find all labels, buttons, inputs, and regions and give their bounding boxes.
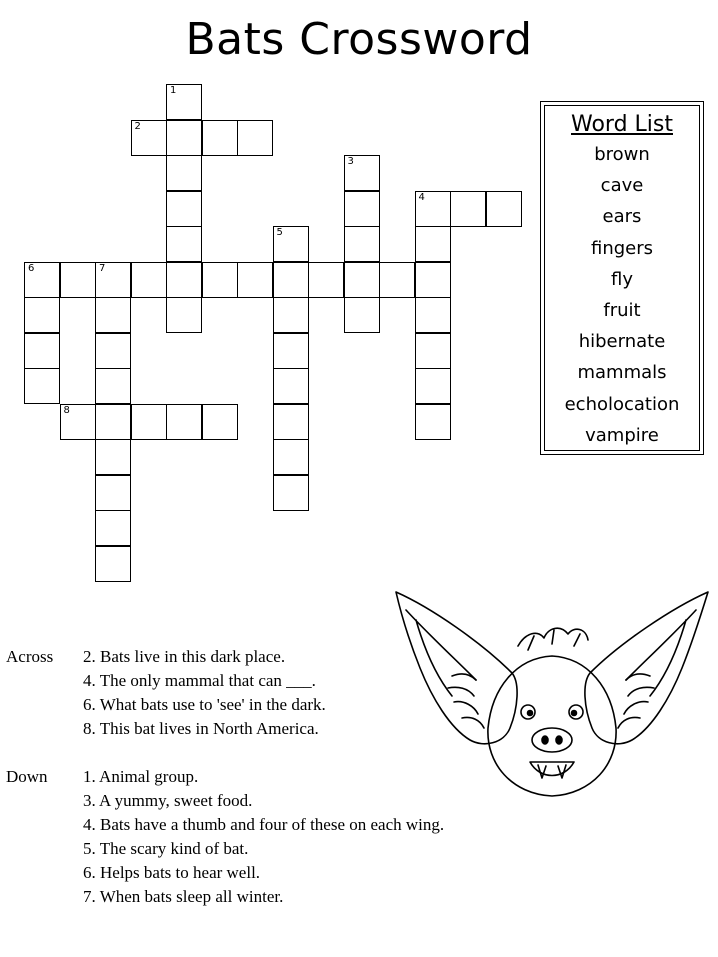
word-list-words bbox=[545, 139, 699, 451]
word-list-title: Word List bbox=[571, 112, 673, 137]
across-clue: 8. This bat lives in North America. bbox=[83, 719, 319, 738]
grid-cell bbox=[95, 262, 131, 298]
grid-cell bbox=[131, 120, 167, 156]
snout bbox=[532, 728, 572, 752]
clue-number: 3 bbox=[347, 156, 354, 167]
grid-cell bbox=[24, 262, 60, 298]
grid-cell bbox=[131, 404, 167, 440]
left-ear-outer bbox=[396, 592, 517, 744]
grid-cell bbox=[308, 262, 344, 298]
grid-cell bbox=[202, 262, 238, 298]
grid-cell bbox=[273, 368, 309, 404]
grid-cell bbox=[273, 404, 309, 440]
bat-face-illustration bbox=[392, 588, 710, 810]
clue-number: 7 bbox=[99, 262, 106, 274]
grid-cell bbox=[131, 262, 167, 298]
word-list-item: mammals bbox=[577, 362, 667, 384]
grid-cell bbox=[166, 84, 202, 120]
grid-cell bbox=[95, 546, 131, 582]
across-clue-list bbox=[83, 645, 326, 741]
grid-cell bbox=[415, 368, 451, 404]
grid-cell bbox=[273, 333, 309, 369]
grid-cell bbox=[202, 404, 238, 440]
grid-cell bbox=[166, 404, 202, 440]
grid-cell bbox=[24, 333, 60, 369]
word-list-item: fly bbox=[611, 268, 633, 290]
right-pupil bbox=[572, 711, 577, 716]
clue-number: 4 bbox=[418, 191, 425, 203]
grid-cell bbox=[60, 404, 96, 440]
left-nostril bbox=[542, 736, 548, 744]
grid-cell bbox=[344, 262, 380, 298]
left-ear-inner bbox=[406, 610, 476, 696]
grid-cell bbox=[202, 120, 238, 156]
clue-number: 6 bbox=[28, 262, 35, 274]
grid-cell bbox=[415, 191, 451, 227]
right-nostril bbox=[556, 736, 562, 744]
word-list-item: hibernate bbox=[578, 331, 666, 353]
grid-cell bbox=[415, 262, 451, 298]
mouth bbox=[530, 762, 574, 776]
down-clue: 4. Bats have a thumb and four of these on each wing. bbox=[83, 815, 445, 834]
grid-cell bbox=[344, 297, 380, 333]
grid-cell bbox=[95, 439, 131, 475]
grid-cell bbox=[237, 120, 273, 156]
down-heading: Down bbox=[6, 767, 48, 786]
across-clue: 2. Bats live in this dark place. bbox=[83, 647, 286, 666]
grid-cell bbox=[415, 333, 451, 369]
word-list-inner-border bbox=[544, 105, 700, 451]
grid-cell bbox=[415, 226, 451, 262]
grid-cell bbox=[273, 297, 309, 333]
grid-cell bbox=[415, 297, 451, 333]
grid-cell bbox=[95, 475, 131, 511]
right-ear-outer bbox=[585, 592, 708, 744]
grid-cell bbox=[344, 226, 380, 262]
grid-cell bbox=[273, 262, 309, 298]
clue-number: 1 bbox=[170, 85, 177, 96]
word-list-item: fingers bbox=[590, 237, 654, 259]
grid-cell bbox=[24, 368, 60, 404]
grid-cell bbox=[24, 297, 60, 333]
left-pupil bbox=[528, 711, 533, 716]
across-clue: 6. What bats use to 'see' in the dark. bbox=[83, 695, 326, 714]
down-clue: 6. Helps bats to hear well. bbox=[83, 863, 261, 882]
word-list-item: cave bbox=[600, 175, 644, 197]
grid-cell bbox=[95, 297, 131, 333]
grid-cell bbox=[166, 191, 202, 227]
word-list-item: vampire bbox=[585, 424, 659, 446]
grid-cell bbox=[60, 262, 96, 298]
left-ear-fur bbox=[448, 674, 484, 728]
grid-cell bbox=[166, 155, 202, 191]
across-clue: 4. The only mammal that can ___. bbox=[83, 671, 316, 690]
grid-cell bbox=[237, 262, 273, 298]
right-ear-inner bbox=[626, 610, 696, 696]
clue-number: 8 bbox=[63, 404, 70, 416]
right-ear-fur bbox=[618, 674, 654, 728]
grid-cell bbox=[95, 510, 131, 546]
page-title: Bats Crossword bbox=[185, 14, 533, 65]
grid-cell bbox=[95, 404, 131, 440]
grid-cell bbox=[415, 404, 451, 440]
grid-cell bbox=[379, 262, 415, 298]
grid-cell bbox=[273, 226, 309, 262]
grid-cell bbox=[344, 155, 380, 191]
word-list-item: brown bbox=[594, 144, 650, 165]
word-list-item: echolocation bbox=[564, 393, 680, 415]
grid-cell bbox=[95, 368, 131, 404]
word-list-box bbox=[540, 101, 704, 455]
word-list-item: fruit bbox=[603, 300, 641, 322]
grid-cell bbox=[273, 439, 309, 475]
grid-cell bbox=[166, 120, 202, 156]
word-list-item: ears bbox=[602, 206, 642, 228]
clue-number: 5 bbox=[276, 227, 283, 238]
grid-cell bbox=[166, 262, 202, 298]
grid-cell bbox=[166, 226, 202, 262]
grid-cell bbox=[486, 191, 522, 227]
grid-cell bbox=[450, 191, 486, 227]
down-clue-list bbox=[83, 765, 444, 909]
grid-cell bbox=[273, 475, 309, 511]
down-clue: 5. The scary kind of bat. bbox=[83, 839, 249, 858]
grid-cell bbox=[344, 191, 380, 227]
down-clue: 3. A yummy, sweet food. bbox=[83, 791, 253, 810]
grid-cell bbox=[166, 297, 202, 333]
across-heading: Across bbox=[6, 647, 54, 666]
down-clue: 1. Animal group. bbox=[83, 767, 199, 786]
down-clue: 7. When bats sleep all winter. bbox=[83, 887, 284, 906]
clue-number: 2 bbox=[134, 120, 141, 132]
grid-cell bbox=[95, 333, 131, 369]
